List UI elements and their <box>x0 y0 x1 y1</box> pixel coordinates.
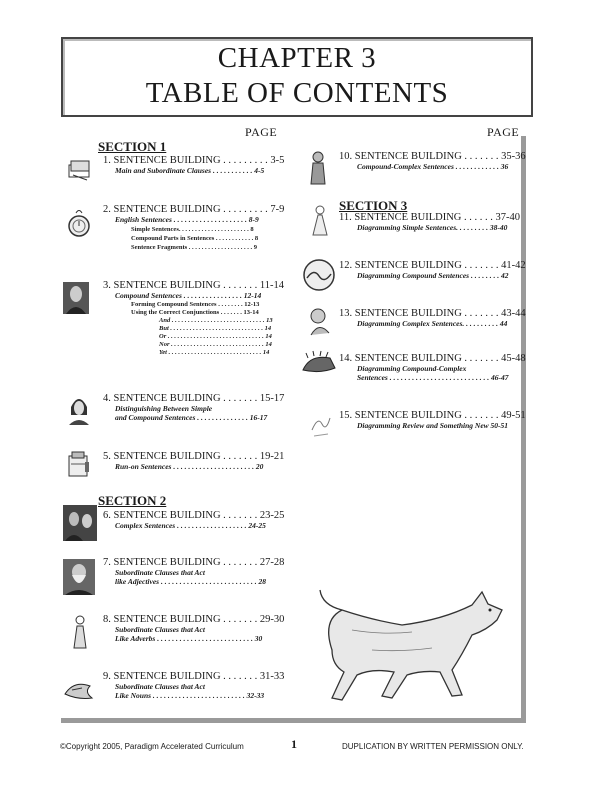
entry-subtitle: Subordinate Clauses that Act <box>115 682 205 691</box>
chapter-heading: CHAPTER 3 <box>217 42 377 74</box>
entry-subtitle: Complex Sentences . . . . . . . . . . . . . . . . . . . 24-25 <box>115 521 266 530</box>
toc-entry-5[interactable] <box>103 451 284 471</box>
entry-title: 8. SENTENCE BUILDING . . . . . . . 29-30 <box>103 614 285 625</box>
conjunction-item: Yet . . . . . . . . . . . . . . . . . . . . . . . . . . . . . 14 <box>159 349 270 356</box>
couple-photo-icon <box>63 505 97 541</box>
entry-subtitle: Subordinate Clauses that Act <box>115 625 205 634</box>
entry-title: 12. SENTENCE BUILDING . . . . . . . 41-42 <box>339 260 526 271</box>
portrait-woman-icon <box>66 393 92 425</box>
entry-item: Sentence Fragments . . . . . . . . . . . . . . . . . . . . 9 <box>131 244 258 251</box>
toc-entry-4[interactable] <box>103 393 284 422</box>
page-number: 1 <box>291 737 297 751</box>
toc-entry-14[interactable] <box>339 353 526 382</box>
toc-entry-6[interactable] <box>103 510 284 530</box>
conjunction-item: Or . . . . . . . . . . . . . . . . . . . . . . . . . . . . . . 14 <box>159 333 272 340</box>
toc-entry-3[interactable] <box>103 280 284 356</box>
toc-entry-8[interactable] <box>103 614 284 643</box>
conjunction-item: And . . . . . . . . . . . . . . . . . . . . . . . . . . . . . 13 <box>159 317 273 324</box>
monkey-icon <box>305 305 335 337</box>
entry-title: 15. SENTENCE BUILDING . . . . . . . 49-51 <box>339 410 526 421</box>
entry-subtitle: Run-on Sentences . . . . . . . . . . . . . . . . . . . . . . 20 <box>115 462 264 471</box>
entry-title: 11. SENTENCE BUILDING . . . . . . 37-40 <box>339 212 521 223</box>
toc-entry-15[interactable] <box>339 410 526 430</box>
entry-title: 13. SENTENCE BUILDING . . . . . . . 43-44 <box>339 308 526 319</box>
toc-entry-7[interactable] <box>103 557 284 586</box>
copyright-notice: ©Copyright 2005, Paradigm Accelerated Curriculum <box>60 742 244 751</box>
entry-title: 10. SENTENCE BUILDING . . . . . . . 35-36 <box>339 151 526 162</box>
entry-subtitle: Like Nouns . . . . . . . . . . . . . . . . . . . . . . . . . 32-33 <box>115 691 265 700</box>
entry-item: Compound Parts in Sentences . . . . . . . . . . . . 8 <box>131 235 259 242</box>
toc-entry-10[interactable] <box>339 151 526 171</box>
toc-entry-13[interactable] <box>339 308 526 328</box>
entry-subtitle: Subordinate Clauses that Act <box>115 568 205 577</box>
entry-title: 6. SENTENCE BUILDING . . . . . . . 23-25 <box>103 510 285 521</box>
duplication-notice: DUPLICATION BY WRITTEN PERMISSION ONLY. <box>342 742 524 751</box>
entry-subtitle: English Sentences . . . . . . . . . . . . . . . . . . . . 8-9 <box>115 215 259 224</box>
toc-entry-9[interactable] <box>103 671 284 700</box>
entry-subtitle: Diagramming Compound-Complex <box>357 364 467 373</box>
entry-subtitle: Compound-Complex Sentences . . . . . . . . . . . . 36 <box>357 162 509 171</box>
toc-entry-2[interactable] <box>103 204 284 251</box>
lady-figure-icon <box>310 203 330 237</box>
entry-subtitle: like Adjectives . . . . . . . . . . . . . . . . . . . . . . . . . . 28 <box>115 577 266 586</box>
chapter-title-box <box>61 37 533 117</box>
entry-title: 1. SENTENCE BUILDING . . . . . . . . . 3-5 <box>103 155 285 166</box>
entry-title: 3. SENTENCE BUILDING . . . . . . . 11-14 <box>103 280 285 291</box>
entry-item: Forming Compound Sentences . . . . . . . . 12-13 <box>131 301 260 308</box>
entry-subtitle: Diagramming Simple Sentences. . . . . . . . . 38-40 <box>357 223 508 232</box>
conjunction-item: Nor . . . . . . . . . . . . . . . . . . . . . . . . . . . . . 14 <box>159 341 272 348</box>
bearded-man-icon <box>63 559 95 595</box>
section-1-heading: SECTION 1 <box>98 139 167 154</box>
entry-title: 7. SENTENCE BUILDING . . . . . . . 27-28 <box>103 557 285 568</box>
entry-subtitle: Diagramming Complex Sentences. . . . . . . . . . 44 <box>357 319 508 328</box>
running-wolf-illustration <box>312 580 520 705</box>
standing-figure-icon <box>70 614 90 650</box>
entry-item: Using the Correct Conjunctions . . . . . . . 13-14 <box>131 309 259 316</box>
entry-title: 2. SENTENCE BUILDING . . . . . . . . . 7-9 <box>103 204 285 215</box>
entry-title: 14. SENTENCE BUILDING . . . . . . . 45-48 <box>339 353 526 364</box>
wave-seal-icon <box>302 258 336 292</box>
scribble-icon <box>308 410 334 440</box>
entry-subtitle: Diagramming Compound Sentences . . . . . . . . 42 <box>357 271 509 280</box>
toc-entry-12[interactable] <box>339 260 526 280</box>
entry-item: Simple Sentences. . . . . . . . . . . . . . . . . . . . . . 8 <box>131 226 254 233</box>
toc-entry-1[interactable] <box>103 155 284 175</box>
entry-subtitle: Sentences . . . . . . . . . . . . . . . . . . . . . . . . . . . 46-47 <box>357 373 509 382</box>
money-stack-icon <box>65 153 93 183</box>
section-2-heading: SECTION 2 <box>98 493 167 508</box>
conjunction-item: But . . . . . . . . . . . . . . . . . . . . . . . . . . . . . 14 <box>159 325 272 332</box>
pocket-watch-icon <box>66 205 92 243</box>
entry-subtitle: Diagramming Review and Something New 50-51 <box>357 421 509 430</box>
section-3-heading: SECTION 3 <box>339 198 408 213</box>
page-column-label-right: PAGE <box>487 125 520 139</box>
entry-title: 4. SENTENCE BUILDING . . . . . . . 15-17 <box>103 393 285 404</box>
entry-subtitle: Compound Sentences . . . . . . . . . . . . . . . . 12-14 <box>115 291 262 300</box>
portrait-man-icon <box>63 282 89 314</box>
statue-icon <box>305 150 331 186</box>
entry-title: 5. SENTENCE BUILDING . . . . . . . 19-21 <box>103 451 285 462</box>
entry-title: 9. SENTENCE BUILDING . . . . . . . 31-33 <box>103 671 285 682</box>
entry-subtitle: and Compound Sentences . . . . . . . . . . . . . . 16-17 <box>115 413 268 422</box>
printing-press-icon <box>66 450 92 480</box>
hedgehog-icon <box>300 350 338 376</box>
bird-sketch-icon <box>62 676 96 706</box>
entry-subtitle: Like Adverbs . . . . . . . . . . . . . . . . . . . . . . . . . . 30 <box>115 634 263 643</box>
page-column-label-left: PAGE <box>245 125 278 139</box>
entry-subtitle: Main and Subordinate Clauses . . . . . . . . . . . 4-5 <box>115 166 265 175</box>
entry-subtitle: Distinguishing Between Simple <box>115 404 213 413</box>
toc-entry-11[interactable] <box>339 212 520 232</box>
toc-heading: TABLE OF CONTENTS <box>145 77 449 109</box>
